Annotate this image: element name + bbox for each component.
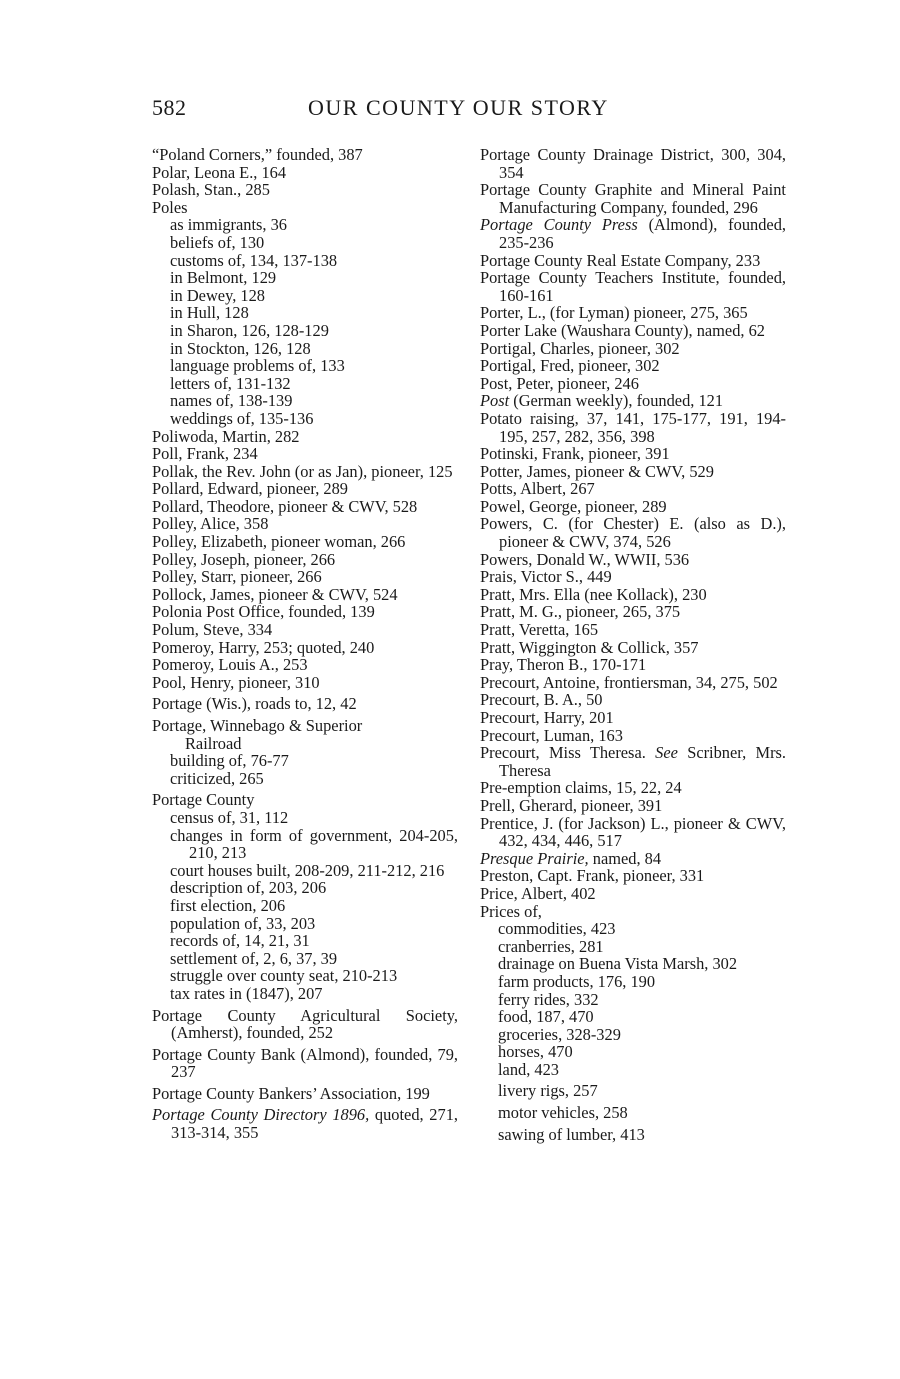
index-entry [480, 216, 786, 251]
index-entry [152, 164, 458, 182]
entry-text: Precourt, Antoine, frontiersman, 34, 275, 502 [480, 672, 778, 692]
index-entry [480, 515, 786, 550]
entry-text: Pomeroy, Harry, 253; quoted, 240 [152, 637, 375, 657]
entry-text: sawing of lumber, 413 [498, 1124, 645, 1144]
index-entry [480, 903, 786, 921]
entry-text: names of, 138-139 [170, 391, 293, 411]
index-entry [480, 779, 786, 797]
entry-text: Post, Peter, pioneer, 246 [480, 373, 639, 393]
index-entry [480, 445, 786, 463]
index-entry [480, 375, 786, 393]
index-subentry [480, 1008, 786, 1026]
entry-text: Portage, Winnebago & Superior [152, 716, 363, 735]
index-entry [480, 568, 786, 586]
index-entry [152, 674, 458, 692]
entry-text: Powers, Donald W., WWII, 536 [480, 549, 690, 569]
index-subentry [152, 322, 458, 340]
entry-text: court houses built, 208-209, 211-212, 216 [170, 860, 445, 880]
index-entry [152, 181, 458, 199]
entry-text: criticized, 265 [170, 768, 264, 788]
entry-text: customs of, 134, 137-138 [170, 250, 338, 270]
entry-text: Portage County Bankers’ Association, 199 [152, 1083, 430, 1103]
index-subentry [480, 920, 786, 938]
entry-text: in Hull, 128 [170, 303, 249, 323]
index-subentry [152, 252, 458, 270]
entry-text: changes in form of government, 204-205, 210, 213 [170, 825, 458, 863]
index-subentry [480, 955, 786, 973]
entry-text: Portage County Drainage District, 300, 304, 354 [480, 145, 786, 182]
entry-text: Portage (Wis.), roads to, 12, 42 [152, 694, 357, 714]
index-subentry [480, 991, 786, 1009]
index-subentry [480, 1082, 786, 1100]
index-subentry [152, 932, 458, 950]
entry-text: Porter Lake (Waushara County), named, 62 [480, 320, 765, 340]
index-subentry [152, 985, 458, 1003]
index-subentry [152, 862, 458, 880]
index-entry [152, 1007, 458, 1042]
entry-text: in Belmont, 129 [170, 268, 277, 288]
index-entry [152, 428, 458, 446]
index-subentry [152, 950, 458, 968]
see-reference: See [655, 743, 678, 763]
index-entry [480, 357, 786, 375]
entry-text: (Almond), founded, 235-236 [499, 215, 786, 252]
index-subentry [152, 770, 458, 788]
entry-text: commodities, 423 [498, 919, 616, 939]
index-subentry [152, 752, 458, 770]
index-entry [480, 674, 786, 692]
entry-text: Pollard, Theodore, pioneer & CWV, 528 [152, 496, 418, 516]
index-subentry [152, 915, 458, 933]
entry-text: Price, Albert, 402 [480, 883, 596, 903]
index-entry [480, 867, 786, 885]
index-entry [152, 480, 458, 498]
index-subentry [480, 938, 786, 956]
entry-text: building of, 76-77 [170, 751, 289, 771]
index-entry [480, 709, 786, 727]
entry-text: Polley, Joseph, pioneer, 266 [152, 549, 336, 569]
entry-text: Portigal, Charles, pioneer, 302 [480, 338, 680, 358]
entry-text: horses, 470 [498, 1042, 573, 1062]
index-entry [480, 727, 786, 745]
entry-text: Pratt, Wiggington & Collick, 357 [480, 637, 699, 657]
index-subentry [480, 1043, 786, 1061]
entry-text: weddings of, 135-136 [170, 408, 314, 428]
entry-text: Potts, Albert, 267 [480, 479, 595, 499]
entry-text: population of, 33, 203 [170, 913, 316, 933]
italic-title: Post [480, 391, 510, 411]
index-subentry [152, 304, 458, 322]
index-subentry [152, 340, 458, 358]
index-subentry [480, 1026, 786, 1044]
index-entry [480, 603, 786, 621]
index-subentry [152, 287, 458, 305]
entry-text: Pollock, James, pioneer & CWV, 524 [152, 584, 398, 604]
index-subentry [152, 735, 458, 753]
index-entry [152, 695, 458, 713]
entry-text: Preston, Capt. Frank, pioneer, 331 [480, 866, 705, 886]
entry-text: in Stockton, 126, 128 [170, 338, 311, 358]
entry-text: struggle over county seat, 210-213 [170, 966, 398, 986]
entry-text: Prices of, [480, 901, 542, 921]
index-subentry [480, 1061, 786, 1079]
entry-text: Pratt, M. G., pioneer, 265, 375 [480, 602, 681, 622]
index-column-right [480, 146, 786, 1143]
entry-text: drainage on Buena Vista Marsh, 302 [498, 954, 738, 974]
entry-text: farm products, 176, 190 [498, 971, 656, 991]
entry-text: beliefs of, 130 [170, 232, 265, 252]
entry-text: land, 423 [498, 1059, 560, 1079]
index-entry [152, 586, 458, 604]
index-entry [480, 463, 786, 481]
index-entry [480, 885, 786, 903]
index-entry [152, 199, 458, 217]
entry-text-after: Scribner, Mrs. Theresa [499, 743, 786, 780]
entry-text: records of, 14, 21, 31 [170, 931, 310, 951]
entry-text: in Sharon, 126, 128-129 [170, 320, 329, 340]
index-entry [152, 498, 458, 516]
running-head: OUR COUNTY OUR STORY [308, 95, 609, 120]
index-subentry [152, 269, 458, 287]
index-entry [152, 639, 458, 657]
entry-text: motor vehicles, 258 [498, 1103, 628, 1123]
entry-text: Pomeroy, Louis A., 253 [152, 655, 308, 675]
index-entry [480, 181, 786, 216]
entry-text: settlement of, 2, 6, 37, 39 [170, 948, 338, 968]
entry-text: Prell, Gherard, pioneer, 391 [480, 795, 663, 815]
entry-text: in Dewey, 128 [170, 285, 265, 305]
index-subentry [152, 357, 458, 375]
entry-text: Portage County Graphite and Mineral Paint Manufacturing Company, founded, 296 [480, 180, 786, 217]
entry-text: language problems of, 133 [170, 356, 345, 376]
index-entry [152, 463, 458, 481]
entry-text: Powel, George, pioneer, 289 [480, 496, 667, 516]
index-subentry [152, 967, 458, 985]
index-entry [152, 551, 458, 569]
index-entry [152, 515, 458, 533]
entry-text: Powers, C. (for Chester) E. (also as D.), pioneer & CWV, 374, 526 [480, 514, 786, 552]
entry-text: ferry rides, 332 [498, 989, 599, 1009]
entry-text: Railroad [185, 733, 242, 753]
index-entry [480, 340, 786, 358]
entry-text: Pollak, the Rev. John (or as Jan), pioneer, 125 [152, 461, 453, 481]
index-subentry [152, 234, 458, 252]
index-entry [152, 1106, 458, 1141]
entry-text: Portage County Bank (Almond), founded, 79, 237 [152, 1044, 458, 1082]
entry-text: as immigrants, 36 [170, 215, 287, 235]
index-entry [480, 480, 786, 498]
entry-text: named, 84 [588, 848, 662, 868]
index-entry [152, 568, 458, 586]
entry-text: Pray, Theron B., 170-171 [480, 655, 647, 675]
italic-title: Portage County Press [480, 215, 638, 235]
index-entry [152, 1085, 458, 1103]
index-entry [152, 717, 458, 735]
index-entry [480, 621, 786, 639]
entry-text: Polley, Starr, pioneer, 266 [152, 567, 322, 587]
entry-text: description of, 203, 206 [170, 878, 327, 898]
index-entry [152, 603, 458, 621]
index-subentry [152, 392, 458, 410]
entry-text: census of, 31, 112 [170, 807, 289, 827]
entry-text: Portage County Agricultural Society, (Amherst), founded, 252 [152, 1005, 458, 1043]
index-subentry [152, 410, 458, 428]
index-entry [480, 392, 786, 410]
entry-text: Pratt, Mrs. Ella (nee Kollack), 230 [480, 584, 707, 604]
index-entry [152, 656, 458, 674]
index-subentry [152, 897, 458, 915]
index-entry [152, 146, 458, 164]
entry-text: Prais, Victor S., 449 [480, 567, 612, 587]
entry-text: Polley, Alice, 358 [152, 514, 269, 534]
entry-text: Polum, Steve, 334 [152, 620, 273, 640]
entry-text: Potter, James, pioneer & CWV, 529 [480, 461, 714, 481]
entry-text: “Poland Corners,” founded, 387 [152, 145, 363, 164]
entry-text: tax rates in (1847), 207 [170, 983, 323, 1003]
index-subentry [152, 809, 458, 827]
index-entry [480, 269, 786, 304]
entry-text: Pre-emption claims, 15, 22, 24 [480, 778, 682, 798]
entry-text: Polonia Post Office, founded, 139 [152, 602, 375, 622]
index-entry [480, 410, 786, 445]
entry-text: cranberries, 281 [498, 936, 604, 956]
entry-text: Polley, Elizabeth, pioneer woman, 266 [152, 532, 406, 552]
index-entry [480, 639, 786, 657]
entry-text: groceries, 328-329 [498, 1024, 621, 1044]
entry-text: Potato raising, 37, 141, 175-177, 191, 194-195, 257, 282, 356, 398 [480, 408, 786, 446]
entry-text: Precourt, Harry, 201 [480, 708, 614, 727]
index-subentry [152, 216, 458, 234]
index-column-left [152, 146, 458, 1142]
index-entry [480, 304, 786, 322]
entry-text: Porter, L., (for Lyman) pioneer, 275, 365 [480, 303, 748, 323]
entry-text: Precourt, B. A., 50 [480, 690, 603, 710]
index-entry [480, 744, 786, 779]
entry-text: Poles [152, 197, 188, 217]
entry-text: quoted, 271, 313-314, 355 [171, 1105, 458, 1143]
index-subentry [480, 1126, 786, 1144]
entry-text: Pool, Henry, pioneer, 310 [152, 672, 320, 692]
entry-text: Portage County Teachers Institute, founded, 160-161 [480, 268, 786, 305]
entry-text: Precourt, Luman, 163 [480, 725, 623, 745]
entry-text: Portage County Real Estate Company, 233 [480, 250, 761, 270]
italic-title: Portage County Directory 1896, [152, 1105, 370, 1125]
index-subentry [480, 973, 786, 991]
index-entry [480, 252, 786, 270]
index-entry [152, 791, 458, 809]
index-entry [152, 445, 458, 463]
index-entry [480, 815, 786, 850]
entry-text: Portigal, Fred, pioneer, 302 [480, 356, 660, 376]
index-entry [480, 498, 786, 516]
entry-text: (German weekly), founded, 121 [509, 391, 724, 411]
entry-text: Portage County [152, 790, 255, 810]
entry-text: Prentice, J. (for Jackson) L., pioneer & CWV, 432, 434, 446, 517 [480, 813, 786, 851]
entry-text: Polash, Stan., 285 [152, 180, 270, 200]
index-entry [152, 1046, 458, 1081]
entry-text: Precourt, Miss Theresa. [480, 743, 656, 763]
index-subentry [480, 1104, 786, 1122]
index-subentry [152, 827, 458, 862]
entry-text: food, 187, 470 [498, 1007, 594, 1027]
index-entry [480, 586, 786, 604]
index-entry [480, 322, 786, 340]
index-entry [480, 850, 786, 868]
entry-text: livery rigs, 257 [498, 1081, 598, 1101]
index-subentry [152, 375, 458, 393]
index-entry [480, 656, 786, 674]
entry-text: Pratt, Veretta, 165 [480, 620, 599, 640]
index-entry [480, 797, 786, 815]
index-entry [152, 533, 458, 551]
italic-title: Presque Prairie, [480, 848, 589, 868]
index-entry [152, 621, 458, 639]
page-number: 582 [152, 95, 187, 120]
index-subentry [152, 879, 458, 897]
entry-text: letters of, 131-132 [170, 373, 291, 393]
entry-text: Poliwoda, Martin, 282 [152, 426, 300, 446]
entry-text: Potinski, Frank, pioneer, 391 [480, 444, 670, 464]
index-entry [480, 551, 786, 569]
entry-text: first election, 206 [170, 895, 286, 915]
entry-text: Polar, Leona E., 164 [152, 162, 287, 182]
entry-text: Pollard, Edward, pioneer, 289 [152, 479, 348, 499]
entry-text: Poll, Frank, 234 [152, 444, 258, 464]
index-entry [480, 146, 786, 181]
index-entry [480, 691, 786, 709]
